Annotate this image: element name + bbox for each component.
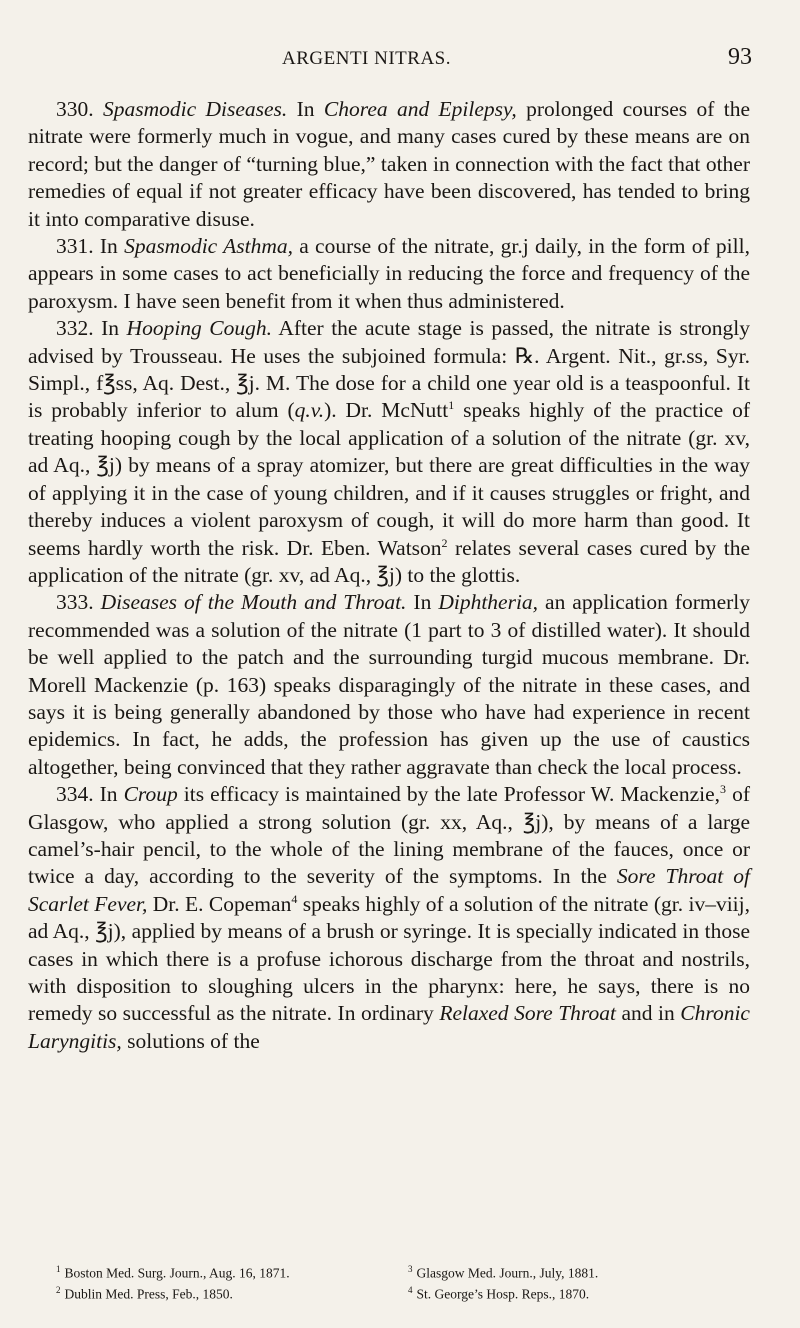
footnote-mark: 1 [56, 1264, 61, 1274]
paragraph-330: 330. Spasmodic Diseases. In Chorea and Epilepsy, prolonged courses of the nitrate were formerly much in vogue, and many cases cured by these means are on record; but the danger of “turning blue,” taken in connection with the fact that other remedies of equal if not greater efficacy have been discovered, has tended to bring it into comparative disuse. [28, 97, 750, 231]
paragraph-number: 332. [56, 316, 94, 341]
footnote-mark: 4 [408, 1284, 413, 1295]
paragraph-332: 332. In Hooping Cough. After the acute stage is passed, the nitrate is strongly advised by Trousseau. He uses the subjoined formula: ℞. Argent. Nit., gr.ss, Syr. Simpl., f℥ss, Aq. Dest., ℥j. M. The dose for a child one year old is a teaspoonful. It is probably inferior to alum (q.v.). Dr. McNutt$^1$ speaks highly of the practice of treating hooping cough by the local application of a solution of the nitrate (gr. xv, ad Aq., ℥j) by means of a spray atomizer, but there are great difficulties in the way of applying it in the case of young children, and if it causes struggles or fright, and thereby induces a violent paroxysm of cough, it will do more harm than good. It seems hardly worth the risk. Dr. Eben. Watson$^2$ relates several cases cured by the application of the nitrate (gr. xv, ad Aq., ℥j) to the glottis. [28, 316, 751, 587]
footnote [408, 1261, 756, 1282]
footnote [56, 1261, 408, 1282]
paragraph-number: 334. [56, 782, 94, 807]
paragraph-number: 331. [56, 234, 94, 259]
running-title: ARGENTI NITRAS. [282, 48, 451, 69]
footnote-mark: 2 [56, 1284, 61, 1295]
footnote-text: Dublin Med. Press, Feb., 1850. [64, 1286, 233, 1301]
paragraph-333: 333. Diseases of the Mouth and Throat. In Diphtheria, an application formerly recommended was a solution of the nitrate (1 part to 3 of distilled water). It should be well applied to the patch and the surrounding turgid mucous membrane. Dr. Morell Mackenzie (p. 163) speaks disparagingly of the nitrate in these cases, and says it is being generally abandoned by those who have had experience in recent epidemics. In fact, he adds, the profession has given up the use of caustics altogether, being convinced that they rather aggravate than check the local process. [28, 590, 751, 779]
footnote-mark: 3 [408, 1264, 413, 1274]
footnote-text: St. George’s Hosp. Reps., 1870. [416, 1286, 590, 1301]
paragraph-number: 333. [56, 590, 94, 615]
footnote [56, 1282, 408, 1303]
footnote-row [56, 1282, 756, 1303]
footnote-text: Glasgow Med. Journ., July, 1881. [416, 1265, 599, 1281]
paragraph-number: 330. [56, 97, 94, 121]
footnote-text: Boston Med. Surg. Journ., Aug. 16, 1871. [64, 1265, 290, 1281]
footnote-row [56, 1261, 756, 1282]
section-heading: Croup [123, 782, 178, 807]
footnotes [56, 1261, 756, 1302]
footnote [408, 1282, 756, 1303]
footnote-ref: 1 [448, 398, 455, 413]
footnote-ref: 2 [441, 535, 448, 550]
paragraph-331: 331. In Spasmodic Asthma, a course of the nitrate, gr.j daily, in the form of pill, appears in some cases to act beneficially in reducing the force and frequency of the paroxysm. I have seen benefit from it when thus administered. [28, 234, 750, 313]
section-heading: Hooping Cough. [126, 316, 273, 341]
page-number: 93 [728, 44, 752, 70]
body-text [28, 96, 750, 1055]
page-header [0, 44, 800, 74]
section-heading: Diseases of the Mouth and Throat. [100, 590, 407, 615]
section-heading: Spasmodic Diseases. [102, 97, 288, 121]
section-heading: Spasmodic Asthma, [124, 234, 293, 259]
footnote-ref: 3 [720, 782, 727, 796]
paragraph-334: 334. In Croup its efficacy is maintained by the late Professor W. Mackenzie,$^3$ of Glasgow, who applied a strong solution (gr. xx, Aq., ℥j), by means of a large camel’s-hair pencil, to the whole of the lining membrane of the fauces, once or twice a day, according to the severity of the symptoms. In the Sore Throat of Scarlet Fever, Dr. E. Copeman$^4$ speaks highly of a solution of the nitrate (gr. iv–viij, ad Aq., ℥j), applied by means of a brush or syringe. It is specially indicated in those cases in which there is a profuse ichorous discharge from the throat and nostrils, with disposition to sloughing ulcers in the pharynx: here, he says, there is no remedy so successful as the nitrate. In ordinary Relaxed Sore Throat and in Chronic Laryngitis, solutions of the [28, 782, 750, 1053]
footnote-ref: 4 [291, 891, 298, 906]
